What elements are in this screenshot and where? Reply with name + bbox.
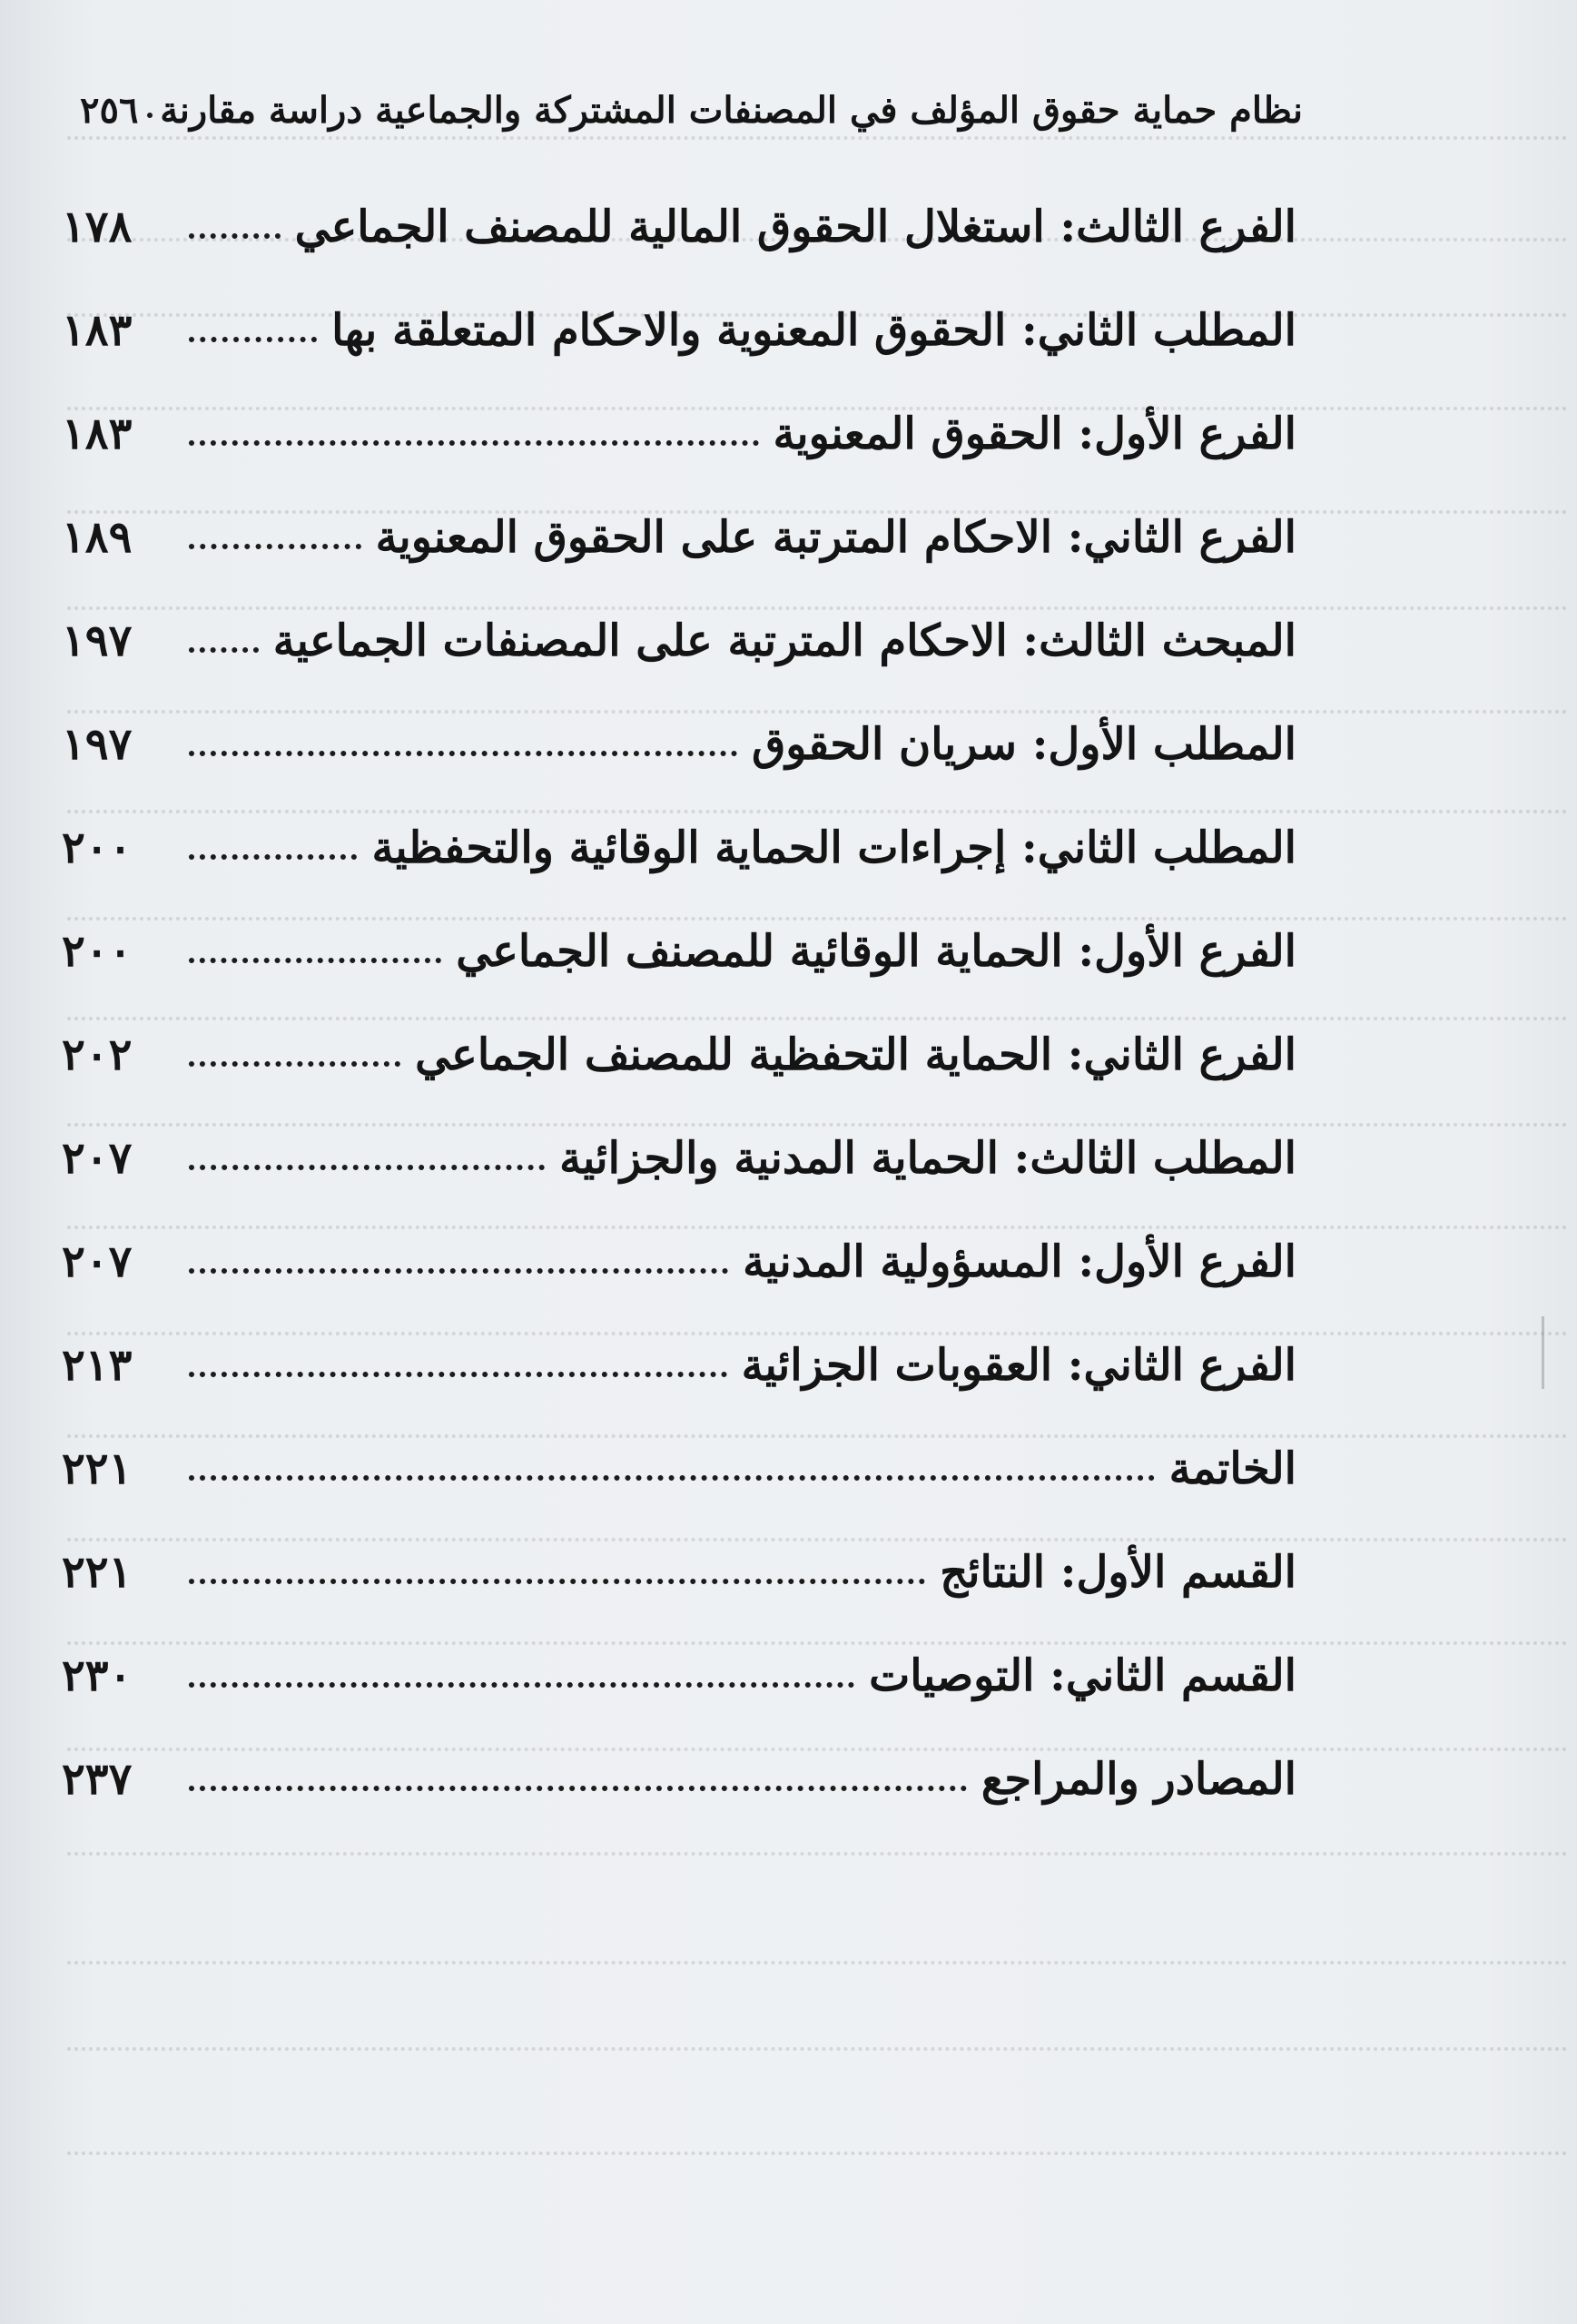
toc-leader-dots xyxy=(189,1268,728,1274)
running-header xyxy=(53,78,1303,142)
toc-leader-dots xyxy=(189,440,759,446)
toc-entry[interactable] xyxy=(62,1113,1296,1204)
toc-entry-page: ٢٣٠ xyxy=(62,1650,133,1701)
toc-entry-title: القسم الأول: النتائج xyxy=(940,1547,1296,1598)
toc-entry-title: المطلب الثاني: إجراءات الحماية الوقائية والتحفظية xyxy=(371,822,1296,873)
toc-entry-title: المطلب الثالث: الحماية المدنية والجزائية xyxy=(559,1133,1296,1184)
toc-entry[interactable] xyxy=(62,1527,1296,1618)
toc-leader-dots xyxy=(189,1061,400,1067)
toc-leader-dots xyxy=(189,647,259,653)
toc-leader-dots xyxy=(189,1786,967,1791)
header-title: نظام حماية حقوق المؤلف في المصنفات المشتركة والجماعية دراسة مقارنة xyxy=(160,88,1303,132)
toc-entry[interactable] xyxy=(62,389,1296,479)
toc-leader-dots xyxy=(189,1372,727,1377)
toc-entry-title: الخاتمة xyxy=(1168,1443,1296,1494)
toc-leader-dots xyxy=(189,854,357,860)
page-edge-mark xyxy=(1542,1316,1544,1389)
toc-entry[interactable] xyxy=(62,182,1296,272)
toc-entry-page: ٢٠٠ xyxy=(62,926,133,977)
toc-leader-dots xyxy=(189,337,317,342)
toc-entry[interactable] xyxy=(62,285,1296,376)
toc-entry-page: ٢٠٠ xyxy=(62,822,133,873)
toc-entry-title: الفرع الثاني: الحماية التحفظية للمصنف الجماعي xyxy=(415,1029,1296,1080)
toc-entry-title: المطلب الثاني: الحقوق المعنوية والاحكام المتعلقة بها xyxy=(331,305,1296,356)
toc-entry-page: ١٩٧ xyxy=(62,615,133,666)
header-leader-dots xyxy=(147,113,151,118)
toc-entry-title: الفرع الثاني: العقوبات الجزائية xyxy=(741,1340,1296,1391)
toc-entry[interactable] xyxy=(62,1630,1296,1721)
toc-entry-title: المطلب الأول: سريان الحقوق xyxy=(752,719,1296,770)
toc-entry[interactable] xyxy=(62,699,1296,790)
toc-leader-dots xyxy=(189,1579,925,1584)
toc-entry-page: ٢٣٧ xyxy=(62,1754,133,1805)
toc-entry-page: ٢٠٢ xyxy=(62,1029,133,1080)
toc-entry-page: ١٨٣ xyxy=(62,305,133,356)
toc-leader-dots xyxy=(189,1165,545,1170)
toc-entry-page: ٢٢١ xyxy=(62,1443,133,1494)
toc-entry-page: ١٨٩ xyxy=(62,512,133,563)
toc-entry-page: ٢١٣ xyxy=(62,1340,133,1391)
toc-leader-dots xyxy=(189,751,737,756)
toc-entry[interactable] xyxy=(62,1009,1296,1100)
toc-leader-dots xyxy=(189,1475,1155,1481)
toc-entry-title: الفرع الأول: الحقوق المعنوية xyxy=(773,409,1296,459)
toc-entry[interactable] xyxy=(62,1734,1296,1825)
toc-leader-dots xyxy=(189,1682,854,1688)
toc-entry[interactable] xyxy=(62,596,1296,686)
toc-entry-title: الفرع الثالث: استغلال الحقوق المالية للمصنف الجماعي xyxy=(294,202,1296,252)
toc-entry-title: المبحث الثالث: الاحكام المترتبة على المصنفات الجماعية xyxy=(272,615,1296,666)
toc-entry[interactable] xyxy=(62,803,1296,893)
toc-entry[interactable] xyxy=(62,906,1296,997)
toc-entry[interactable] xyxy=(62,1423,1296,1514)
header-page-number: ٢٥٦ xyxy=(80,88,139,132)
toc-entry[interactable] xyxy=(62,492,1296,583)
toc-entry[interactable] xyxy=(62,1320,1296,1411)
toc-leader-dots xyxy=(189,958,441,963)
toc-entry-page: ١٩٧ xyxy=(62,719,133,770)
toc-entry-page: ١٨٣ xyxy=(62,409,133,459)
toc-entry-title: الفرع الأول: الحماية الوقائية للمصنف الجماعي xyxy=(456,926,1296,977)
toc-leader-dots xyxy=(189,233,281,239)
toc-entry-page: ٢٢١ xyxy=(62,1547,133,1598)
toc-entry-title: الفرع الثاني: الاحكام المترتبة على الحقوق المعنوية xyxy=(375,512,1296,563)
toc-entry-title: القسم الثاني: التوصيات xyxy=(869,1650,1296,1701)
toc-entry[interactable] xyxy=(62,1216,1296,1307)
toc-entry-page: ٢٠٧ xyxy=(62,1236,133,1287)
toc-leader-dots xyxy=(189,544,361,549)
table-of-contents xyxy=(62,182,1296,1816)
toc-entry-title: المصادر والمراجع xyxy=(981,1754,1296,1805)
toc-entry-page: ١٧٨ xyxy=(62,202,133,252)
toc-entry-page: ٢٠٧ xyxy=(62,1133,133,1184)
toc-entry-title: الفرع الأول: المسؤولية المدنية xyxy=(743,1236,1296,1287)
